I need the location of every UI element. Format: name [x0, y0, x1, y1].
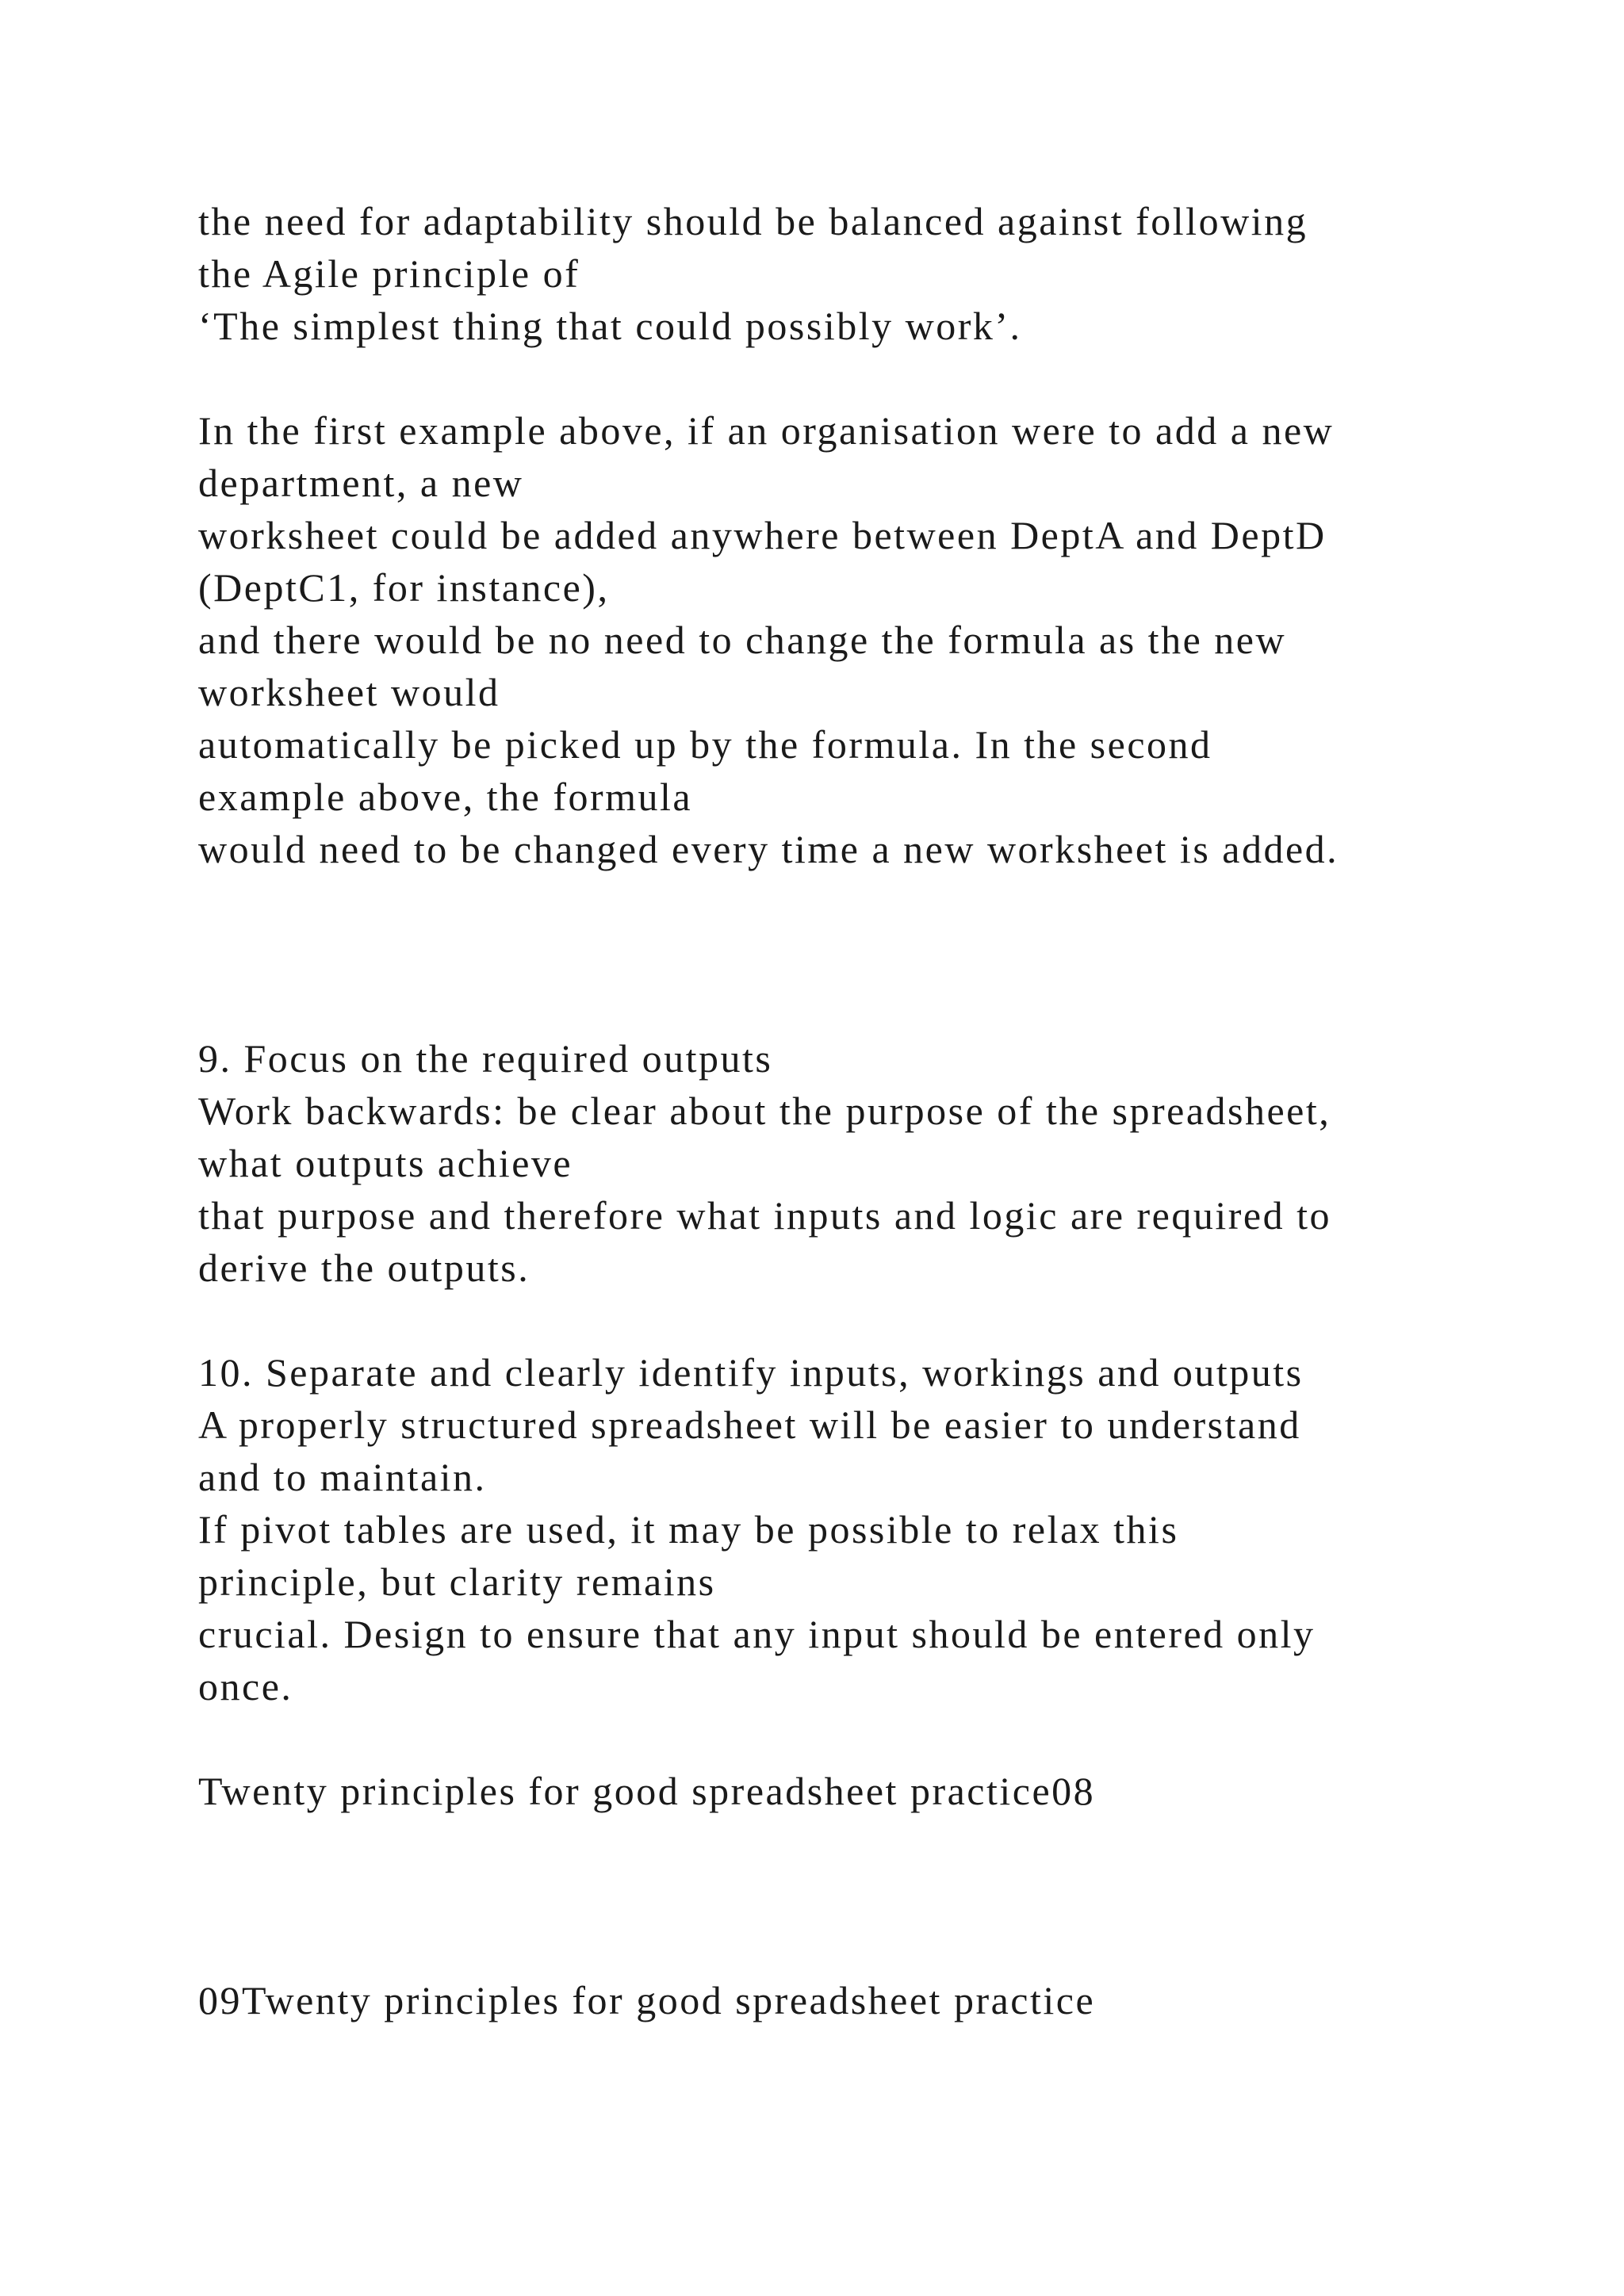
text-line: derive the outputs.	[198, 1246, 530, 1290]
text-line: ‘The simplest thing that could possibly work’.	[198, 304, 1022, 348]
text-line: automatically be picked up by the formula. In the second	[198, 722, 1212, 767]
text-line: In the first example above, if an organisation were to add a new	[198, 408, 1335, 453]
text-line: worksheet could be added anywhere between DeptA and DeptD	[198, 513, 1327, 557]
section-9-focus-outputs	[198, 1032, 1546, 1294]
text-line: and there would be no need to change the formula as the new	[198, 618, 1287, 662]
text-line: and to maintain.	[198, 1455, 487, 1499]
text-line: (DeptC1, for instance),	[198, 565, 610, 610]
text-line: that purpose and therefore what inputs and logic are required to	[198, 1193, 1331, 1238]
text-line: the need for adaptability should be balanced against following	[198, 199, 1308, 243]
header-text: 09Twenty principles for good spreadsheet practice	[198, 1978, 1096, 2022]
section-heading: 9. Focus on the required outputs	[198, 1036, 773, 1081]
section-10-separate-inputs	[198, 1346, 1546, 1712]
text-line: example above, the formula	[198, 775, 693, 819]
footer-text: Twenty principles for good spreadsheet practice08	[198, 1769, 1096, 1813]
paragraph-first-example	[198, 404, 1546, 875]
text-line: A properly structured spreadsheet will be easier to understand	[198, 1402, 1301, 1447]
text-line: the Agile principle of	[198, 251, 580, 296]
text-line: what outputs achieve	[198, 1141, 573, 1185]
text-line: worksheet would	[198, 670, 500, 714]
page-header-09	[198, 1974, 1546, 2026]
text-line: department, a new	[198, 461, 524, 505]
text-line: principle, but clarity remains	[198, 1559, 716, 1604]
text-line: If pivot tables are used, it may be possible to relax this	[198, 1507, 1179, 1552]
text-line: once.	[198, 1664, 293, 1709]
section-heading: 10. Separate and clearly identify inputs, workings and outputs	[198, 1350, 1304, 1395]
text-line: crucial. Design to ensure that any input should be entered only	[198, 1612, 1316, 1656]
page-footer-08	[198, 1765, 1546, 1817]
text-line: would need to be changed every time a new worksheet is added.	[198, 827, 1339, 871]
text-line: Work backwards: be clear about the purpose of the spreadsheet,	[198, 1089, 1331, 1133]
paragraph-adaptability	[198, 195, 1546, 352]
